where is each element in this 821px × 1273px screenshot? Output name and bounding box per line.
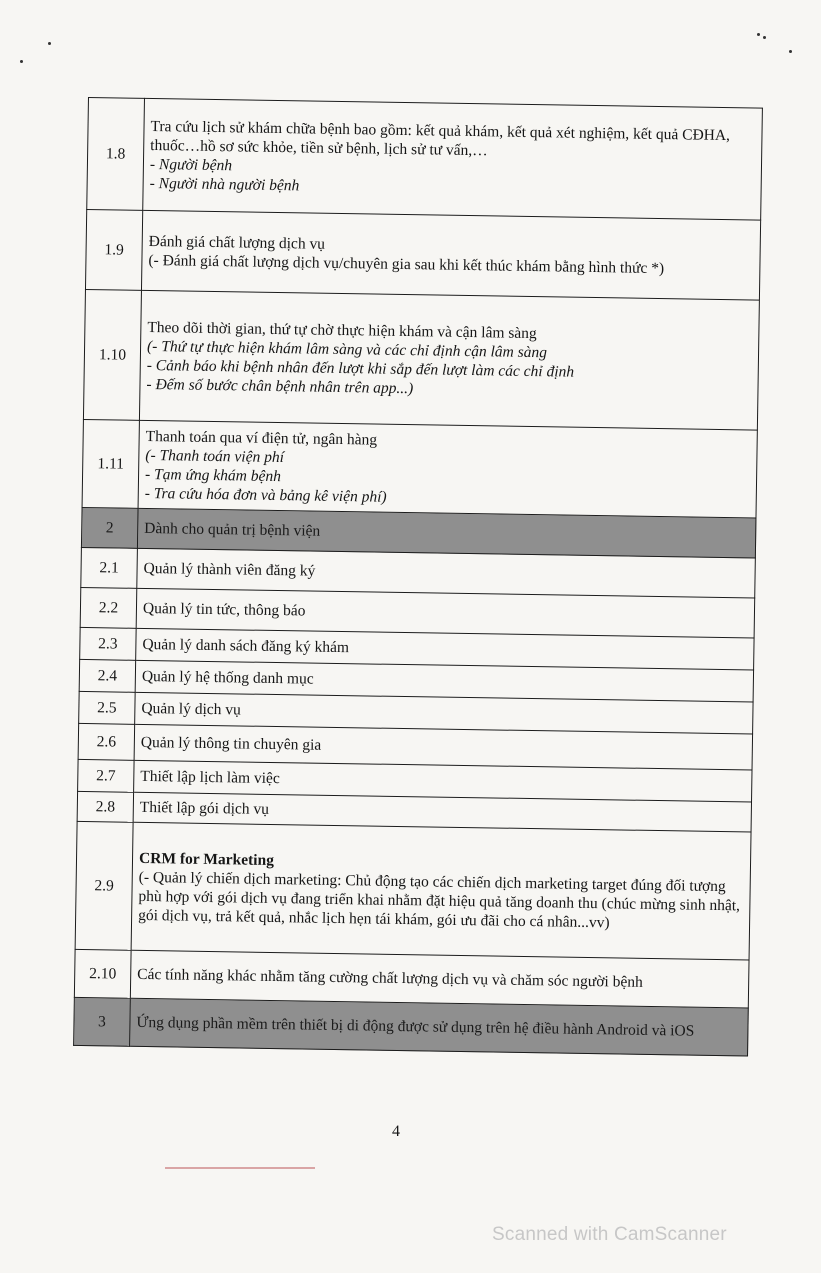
row-text-line: Quản lý dịch vụ	[141, 699, 241, 719]
table-row	[87, 98, 763, 221]
row-number: 2.2	[80, 587, 137, 628]
scan-speck	[763, 36, 766, 39]
row-text-line: Quản lý danh sách đăng ký khám	[142, 635, 350, 657]
row-text-line: - Người nhà người bệnh	[149, 174, 300, 194]
row-content	[141, 210, 760, 300]
row-number: 2.1	[81, 547, 138, 588]
row-number: 2.10	[74, 949, 131, 998]
row-text-line: Thiết lập gói dịch vụ	[139, 798, 270, 818]
row-text-line: Theo dõi thời gian, thứ tự chờ thực hiện khám và cận lâm sàng	[147, 318, 537, 342]
row-text-line: - Người bệnh	[149, 155, 233, 174]
row-text-line: Quản lý tin tức, thông báo	[142, 599, 306, 620]
row-number: 1.8	[87, 98, 145, 211]
row-text-line: (- Đánh giá chất lượng dịch vụ/chuyên gia sau khi kết thúc khám bằng hình thức *)	[148, 251, 665, 277]
row-text-line: (- Thứ tự thực hiện khám lâm sàng và các chỉ định cận lâm sàng	[146, 337, 548, 361]
red-underline	[165, 1167, 315, 1169]
scan-speck	[789, 50, 792, 53]
table-row	[75, 821, 751, 960]
row-number: 3	[74, 997, 131, 1046]
row-text-line: Ứng dụng phần mềm trên thiết bị di động được sử dụng trên hệ điều hành Android và iOS	[136, 1013, 695, 1040]
row-number: 2.5	[79, 691, 135, 724]
row-number: 2.7	[78, 759, 134, 792]
row-content	[138, 420, 757, 518]
row-text-line: - Cảnh báo khi bệnh nhân đến lượt khi sắp đến lượt làm các chỉ định	[146, 356, 575, 381]
row-number: 1.11	[82, 419, 139, 508]
row-text-line: Dành cho quản trị bệnh viện	[144, 519, 321, 540]
table-row	[85, 209, 760, 300]
row-text-line: Quản lý thành viên đăng ký	[143, 559, 316, 580]
table-row	[82, 419, 757, 518]
requirements-table-body	[74, 98, 763, 1056]
row-text-line: - Tạm ứng khám bệnh	[144, 465, 282, 485]
table-row	[83, 289, 759, 430]
row-number: 2.4	[79, 659, 135, 692]
scan-speck	[20, 60, 23, 63]
row-heading: CRM for Marketing	[138, 849, 275, 869]
row-number: 1.10	[83, 289, 141, 420]
page-number: 4	[392, 1123, 400, 1140]
row-text-line: (- Thanh toán viện phí	[145, 446, 285, 466]
row-text-line: Tra cứu lịch sử khám chữa bệnh bao gồm: kết quả khám, kết quả xét nghiệm, kết quả CĐHA, thuốc…hồ sơ sức khỏe, tiền sử bệnh, lịch sử tư vấn,…	[150, 117, 731, 159]
row-content	[131, 822, 751, 960]
row-number: 2.6	[78, 723, 135, 760]
row-number: 2.8	[77, 791, 133, 822]
row-text-line: Các tính năng khác nhằm tăng cường chất lượng dịch vụ và chăm sóc người bệnh	[137, 965, 643, 991]
scan-speck	[757, 33, 760, 36]
row-number: 1.9	[85, 209, 142, 290]
row-text-line: Thiết lập lịch làm việc	[140, 767, 280, 788]
scan-speck	[48, 42, 51, 45]
row-text-line: Đánh giá chất lượng dịch vụ	[148, 232, 326, 253]
row-number: 2.9	[75, 821, 133, 950]
row-text-line: Quản lý hệ thống danh mục	[141, 667, 314, 688]
row-content	[139, 290, 759, 430]
row-content	[130, 998, 749, 1056]
row-text-line: - Tra cứu hóa đơn và bảng kê viện phí)	[144, 484, 387, 506]
row-number: 2	[81, 507, 138, 548]
section-row	[74, 997, 749, 1056]
row-text-line: Quản lý thông tin chuyên gia	[140, 733, 322, 754]
requirements-table-wrapper	[73, 97, 762, 1056]
row-content	[143, 98, 763, 220]
requirements-table	[73, 97, 763, 1056]
row-number: 2.3	[80, 627, 136, 660]
row-text-line: Thanh toán qua ví điện tử, ngân hàng	[145, 427, 378, 449]
camscanner-watermark: Scanned with CamScanner	[492, 1224, 727, 1245]
row-text-line: - Đếm số bước chân bệnh nhân trên app...)	[146, 375, 414, 397]
row-text-line: (- Quản lý chiến dịch marketing: Chủ động tạo các chiến dịch marketing target đúng đối tượng phù hợp với gói dịch vụ đang triển khai nhằm đặt hiệu quả tăng doanh thu (chúc mừng sinh nhật, gói dịch vụ, trả kết quả, nhắc lịch hẹn tái khám, gói ưu đãi cho cá nhân...vv)	[138, 868, 741, 931]
